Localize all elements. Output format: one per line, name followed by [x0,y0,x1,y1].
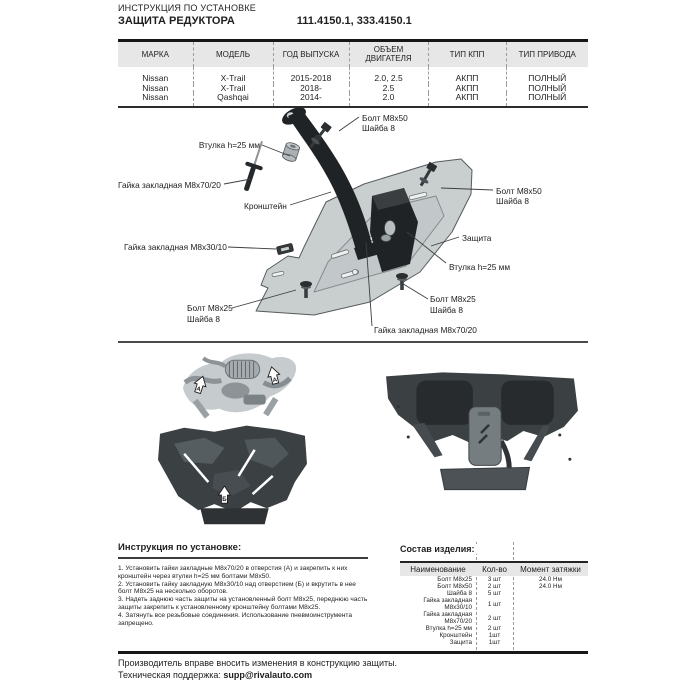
footer-divider [118,651,588,654]
col-marka: МАРКА [118,41,193,68]
col-part-name: Наименование [400,562,476,576]
table-row: Втулка h=25 мм 2 шт [425,625,502,632]
label-washer-bl: Шайба 8 [187,314,220,324]
support-email: supp@rivalauto.com [223,670,313,680]
footer [118,657,588,681]
label-bolt-m8x25-left: Болт M8x25 [187,303,233,313]
photo-underbody-left [154,423,313,531]
svg-text:Б: Б [222,497,227,504]
part-numbers: 111.4150.1, 333.4150.1 [296,15,412,27]
table-row: Болт M8x50 2 шт 24.0 Нм [437,583,562,590]
label-bushing-left: Втулка h=25 мм [198,140,260,150]
exploded-diagram [118,104,590,341]
svg-text:A: A [272,377,278,385]
instruction-step: 4. Затянуть все резьбовые соединения. Использование пневмоинструмента запрещено. [118,611,353,627]
table-row: Nissan X-Trail 2015-2018 2.0, 2.5 АКПП ПОЛНЫЙ [118,67,588,84]
parts-list-title: Состав изделия: [400,544,478,554]
table-row: Шайба 8 5 шт [446,590,502,597]
col-engine: ОБЪЕМ ДВИГАТЕЛЯ [349,41,428,68]
col-drive: ТИП ПРИВОДА [506,41,588,68]
support-line [118,669,588,681]
label-bolt-m8x50-top: Болт M8x50 [362,113,408,123]
label-bracket: Кронштейн [244,201,287,211]
table-row: Кронштейн 1шт [439,632,501,639]
table-row: Защита 1шт [449,639,501,646]
slot-nut-30-part [276,243,293,255]
label-washer-top: Шайба 8 [362,123,395,133]
cad-render-mount-points [177,348,304,422]
table-row: Nissan X-Trail 2018- 2.5 АКПП ПОЛНЫЙ [118,84,588,94]
parts-table-header-row [400,562,588,576]
table-row: Гайка закладная M8x30/10 1 шт [423,597,502,611]
instruction-step: 2. Установить гайку закладную M8x30/10 над отверстием (Б) и вкрутить в нее болт M8x25 на несколько оборотов. [118,580,356,596]
col-torque: Момент затяжки [513,562,588,576]
col-qty: Кол-во [476,562,513,576]
support-label: Техническая поддержка: [118,670,221,680]
table-row: Гайка закладная M8x70/20 2 шт [423,611,502,625]
parts-list-panel [400,542,588,650]
instruction-step: 3. Надеть заднюю часть защиты на установленный болт M8x25, переднюю часть защиты закрепить к установленному кронштейну болтами M8x25. [118,596,368,611]
bushing-part [282,141,301,162]
manufacturer-notice: Производитель вправе вносить изменения в конструкцию защиты. [118,658,398,668]
label-slot-nut-70-bottom: Гайка закладная M8x70/20 [374,325,477,335]
photo-underbody-right [382,370,582,496]
label-washer-br: Шайба 8 [430,305,463,315]
label-bolt-m8x50-right: Болт M8x50 [496,186,542,196]
svg-text:A: A [195,386,202,394]
label-slot-nut-70-left: Гайка закладная M8x70/20 [118,180,221,190]
parts-table [400,561,588,646]
label-slot-nut-30: Гайка закладная M8x30/10 [124,242,227,252]
table-row: Nissan Qashqai 2014- 2.0 АКПП ПОЛНЫЙ [118,93,588,107]
label-guard: Защита [462,233,492,243]
col-gearbox: ТИП КПП [428,41,506,68]
instructions-steps [118,565,368,627]
label-bushing-right: Втулка h=25 мм [449,262,511,272]
doc-type-title: ИНСТРУКЦИЯ ПО УСТАНОВКЕ [118,3,256,13]
vehicle-table-header-row [118,41,588,68]
installation-instructions [118,542,368,627]
col-model: МОДЕЛЬ [193,41,273,68]
vehicle-compatibility-table [118,39,588,108]
label-bolt-m8x25-right: Болт M8x25 [430,294,476,304]
col-year: ГОД ВЫПУСКА [273,41,349,68]
product-header [118,15,588,27]
label-washer-right: Шайба 8 [496,196,529,206]
product-name: ЗАЩИТА РЕДУКТОРА [118,15,235,27]
instruction-step: 1. Установить гайки закладные M8x70/20 в отверстия (А) и закрепить к них кронштейн через втулки h=25 мм болтами M8x50. [118,565,348,580]
section-divider [118,341,588,343]
instructions-title: Инструкция по установке: [118,542,368,559]
table-row: Болт M8x25 3 шт 24.0 Нм [437,576,562,583]
